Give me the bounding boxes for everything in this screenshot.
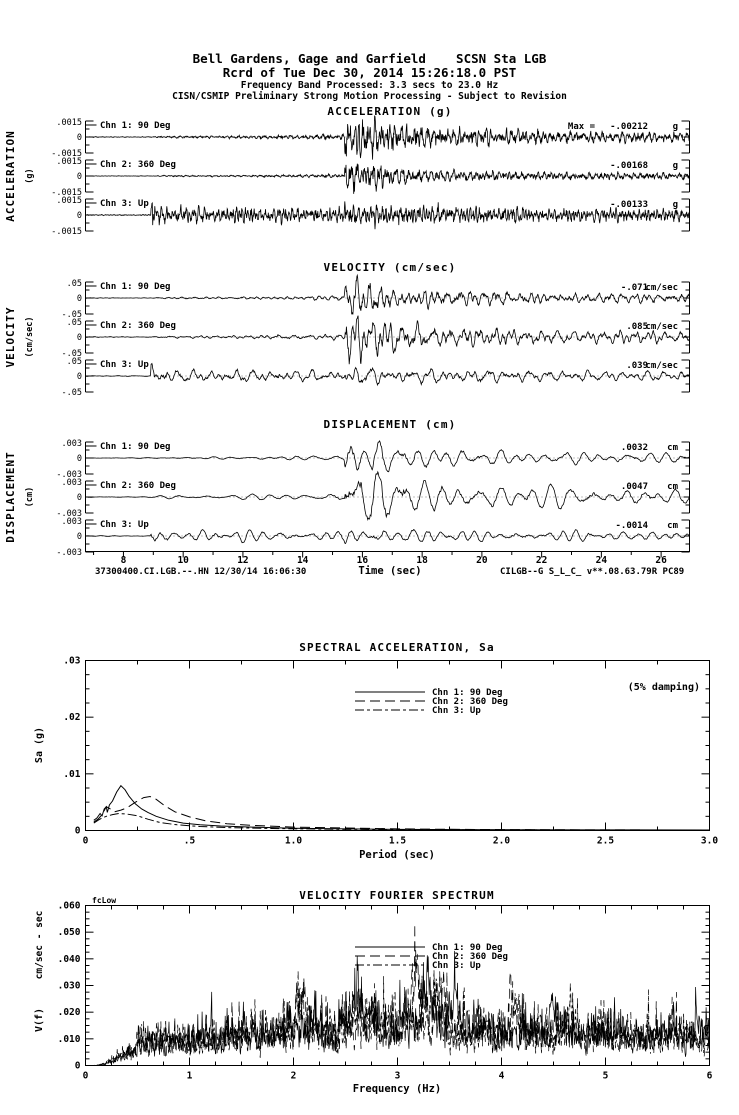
sa-xtick-label: .5	[183, 835, 196, 847]
sa-ytick-label: .01	[63, 768, 81, 780]
fourier-xtick-label: 2	[290, 1070, 297, 1082]
time-axis-tick-label: 26	[655, 555, 667, 566]
scale-label-bottom: -.0015	[51, 188, 82, 198]
scale-label-bottom: -.05	[61, 349, 82, 359]
sa-xtick-label: 1.5	[388, 835, 407, 847]
group-title-velocity: VELOCITY (cm/sec)	[323, 261, 457, 274]
channel-label: Chn 2: 360 Deg	[100, 321, 176, 331]
channel-label: Chn 2: 360 Deg	[100, 481, 176, 491]
sa-ytick-label: .03	[63, 655, 81, 667]
max-value: .0032	[620, 443, 648, 453]
record-date-line: Rcrd of Tue Dec 30, 2014 15:26:18.0 PST	[222, 65, 517, 80]
channel-label: Chn 1: 90 Deg	[100, 121, 171, 131]
trace-acceleration-chn1	[86, 116, 690, 160]
scale-label-bottom: -.003	[56, 509, 82, 519]
scale-label-bottom: -.003	[56, 548, 82, 558]
max-unit: cm/sec	[645, 283, 678, 293]
time-axis-tick-label: 8	[120, 555, 127, 566]
sa-xtick-label: 0	[82, 835, 89, 847]
fourier-ylabel-units: cm/sec - sec	[34, 910, 45, 980]
scale-label-bottom: -.0015	[51, 227, 82, 237]
sa-xtick-label: 3.0	[700, 835, 719, 847]
fourier-xtick-label: 6	[706, 1070, 713, 1082]
trace-displacement-chn2	[86, 472, 690, 520]
sa-frame	[86, 661, 710, 831]
max-unit: g	[672, 200, 678, 210]
sa-legend-label-3: Chn 3: Up	[432, 706, 481, 716]
channel-label: Chn 3: Up	[100, 520, 149, 530]
sa-curve-chn2	[94, 797, 710, 831]
max-unit: cm/sec	[645, 322, 678, 332]
scale-label-top: .0015	[56, 157, 82, 167]
scale-label-top: .003	[61, 478, 82, 488]
fourier-legend-label-3: Chn 3: Up	[432, 961, 481, 971]
fourier-xtick-label: 1	[186, 1070, 193, 1082]
max-value: -.0014	[615, 521, 648, 531]
max-value: -.00168	[610, 161, 648, 171]
max-value: -.00212	[610, 122, 648, 132]
max-value: -.00133	[610, 200, 648, 210]
scale-label-zero: 0	[76, 172, 82, 182]
max-value: .085	[626, 322, 648, 332]
group-title-displacement: DISPLACEMENT (cm)	[323, 418, 457, 431]
fourier-ylabel: V(f)	[34, 1007, 45, 1033]
channel-label: Chn 1: 90 Deg	[100, 282, 171, 292]
max-prefix: Max =	[567, 122, 595, 132]
scale-label-zero: 0	[76, 333, 82, 343]
max-value: .0047	[620, 482, 648, 492]
footer-record-id: 37300400.CI.LGB.--.HN 12/30/14 16:06:30	[95, 567, 307, 577]
scale-label-top: .003	[61, 439, 82, 449]
footer-processing-id: CILGB--G S_L_C_ v**.08.63.79R PC89	[500, 567, 685, 577]
time-axis-tick-label: 12	[237, 555, 249, 566]
time-axis-tick-label: 22	[535, 555, 548, 566]
side-label-velocity: VELOCITY	[4, 306, 17, 368]
trace-displacement-chn1	[86, 441, 690, 472]
fourier-corner-label: fcLow	[92, 896, 117, 905]
trace-velocity-chn2	[86, 316, 690, 365]
processing-disclaimer-line: CISN/CSMIP Preliminary Strong Motion Processing - Subject to Revision	[172, 91, 567, 102]
scale-label-top: .05	[66, 279, 82, 289]
sa-xtick-label: 1.0	[284, 835, 303, 847]
sa-legend-label-1: Chn 1: 90 Deg	[432, 688, 503, 698]
scale-label-top: .003	[61, 517, 82, 527]
fourier-xlabel: Frequency (Hz)	[352, 1083, 442, 1095]
scale-label-bottom: -.003	[56, 470, 82, 480]
scale-label-zero: 0	[76, 454, 82, 464]
fourier-xtick-label: 0	[82, 1070, 89, 1082]
max-unit: cm	[667, 443, 678, 453]
channel-label: Chn 3: Up	[100, 199, 149, 209]
max-unit: cm/sec	[645, 361, 678, 371]
trace-velocity-chn3	[86, 364, 690, 385]
scale-label-bottom: -.05	[61, 310, 82, 320]
sa-curve-chn1	[94, 786, 710, 830]
time-axis-tick-label: 16	[356, 555, 369, 566]
station-title: Bell Gardens, Gage and Garfield SCSN Sta LGB	[192, 51, 547, 66]
frequency-band-line: Frequency Band Processed: 3.3 secs to 23.0 Hz	[240, 80, 499, 91]
fourier-ytick-label: .050	[57, 927, 81, 939]
scale-label-zero: 0	[76, 211, 82, 221]
time-axis-tick-label: 24	[595, 555, 608, 566]
sa-xlabel: Period (sec)	[359, 849, 435, 861]
trace-acceleration-chn2	[86, 164, 690, 194]
channel-label: Chn 1: 90 Deg	[100, 442, 171, 452]
trace-acceleration-chn3	[86, 201, 690, 229]
fourier-ytick-label: .020	[57, 1007, 81, 1019]
fourier-title: VELOCITY FOURIER SPECTRUM	[299, 889, 495, 902]
side-units-displacement: (cm)	[25, 486, 35, 508]
sa-xtick-label: 2.0	[492, 835, 511, 847]
side-label-acceleration: ACCELERATION	[4, 130, 17, 222]
scale-label-zero: 0	[76, 532, 82, 542]
max-unit: g	[672, 161, 678, 171]
sa-ylabel: Sa (g)	[34, 726, 45, 764]
scale-label-zero: 0	[76, 372, 82, 382]
max-value: -.071	[620, 283, 648, 293]
scale-label-top: .05	[66, 357, 82, 367]
fourier-xtick-label: 3	[394, 1070, 401, 1082]
scale-label-top: .05	[66, 318, 82, 328]
scale-label-top: .0015	[56, 196, 82, 206]
scale-label-zero: 0	[76, 294, 82, 304]
time-axis-tick-label: 10	[177, 555, 189, 566]
time-axis-tick-label: 18	[416, 555, 428, 566]
max-unit: g	[672, 122, 678, 132]
trace-displacement-chn3	[86, 530, 690, 544]
scale-label-bottom: -.05	[61, 388, 82, 398]
max-value: .039	[626, 361, 648, 371]
side-units-acceleration: (g)	[25, 168, 35, 184]
time-axis-label: Time (sec)	[358, 565, 422, 577]
scale-label-bottom: -.0015	[51, 149, 82, 159]
scale-label-top: .0015	[56, 118, 82, 128]
time-axis-tick-label: 14	[296, 555, 309, 566]
scale-label-zero: 0	[76, 493, 82, 503]
fourier-legend-label-1: Chn 1: 90 Deg	[432, 943, 503, 953]
trace-velocity-chn1	[86, 275, 690, 314]
time-axis-tick-label: 20	[476, 555, 488, 566]
max-unit: cm	[667, 521, 678, 531]
fourier-ytick-label: .060	[57, 900, 81, 912]
sa-xtick-label: 2.5	[596, 835, 615, 847]
channel-label: Chn 2: 360 Deg	[100, 160, 176, 170]
group-title-acceleration: ACCELERATION (g)	[327, 105, 453, 118]
sa-ytick-label: 0	[74, 825, 81, 837]
channel-label: Chn 3: Up	[100, 360, 149, 370]
fourier-ytick-label: 0	[74, 1060, 81, 1072]
max-unit: cm	[667, 482, 678, 492]
fourier-xtick-label: 5	[602, 1070, 609, 1082]
side-label-displacement: DISPLACEMENT	[4, 451, 17, 543]
sa-ytick-label: .02	[63, 712, 81, 724]
fourier-xtick-label: 4	[498, 1070, 505, 1082]
fourier-ytick-label: .010	[57, 1033, 81, 1045]
sa-damping-annotation: (5% damping)	[627, 682, 700, 693]
fourier-legend-label-2: Chn 2: 360 Deg	[432, 952, 508, 962]
side-units-velocity: (cm/sec)	[25, 316, 35, 358]
sa-legend-label-2: Chn 2: 360 Deg	[432, 697, 508, 707]
fourier-ytick-label: .030	[57, 980, 81, 992]
scale-label-zero: 0	[76, 133, 82, 143]
sa-title: SPECTRAL ACCELERATION, Sa	[299, 641, 495, 654]
fourier-ytick-label: .040	[57, 953, 81, 965]
